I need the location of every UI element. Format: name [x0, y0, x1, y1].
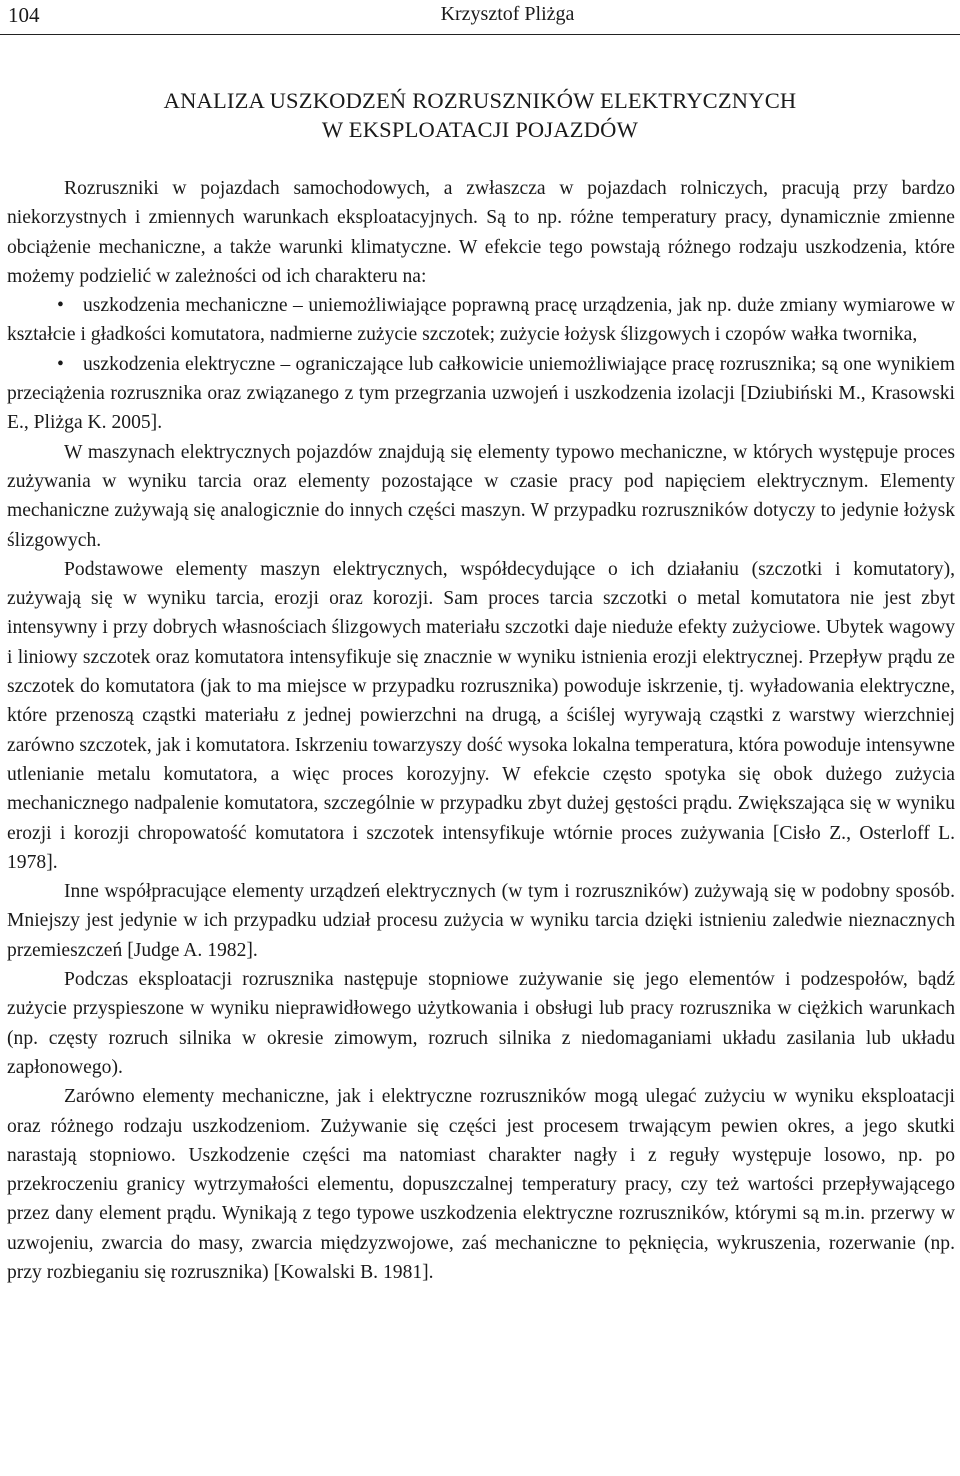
title-line-2: W EKSPLOATACJI POJAZDÓW: [321, 117, 639, 142]
bullet-item-mechanical: [7, 291, 955, 350]
paragraph-exploitation: Podczas eksploatacji rozrusznika następuje stopniowe zużywanie się jego elementów i podzespołów, bądź zużycie przyspieszone w wyniku nieprawidłowego użytkowania i obsługi lub pracy rozrusznika w ciężkich warunkach (np. częsty rozruch silnika w okresie zimowym, rozruch silnika z niedomaganiami układu zasilania lub układu zapłonowego).: [7, 969, 955, 1078]
paragraph-damage: Zarówno elementy mechaniczne, jak i elektryczne rozruszników mogą ulegać zużyciu w wyniku eksploatacji oraz różnego rodzaju uszkodzeniom. Zużywanie się części jest procesem trwającym pewien okres, a jego skutki narastają stopniowo. Uszkodzenie części ma natomiast charakter nagły i z reguły występuje losowo, np. po przekroczeniu granicy wytrzymałości elementu, dopuszczalnej temperatury pracy, czy też wartości przepływającego przez dany element prądu. Wynikają z tego typowe uszkodzenia elektryczne rozruszników, którymi są m.in. przerwy w uzwojeniu, zwarcia do masy, zwarcia międzyzwojowe, zaś mechaniczne to pęknięcia, wykruszenia, rozerwanie (np. przy rozbieganiu się rozrusznika) [Kowalski B. 1981].: [7, 1086, 955, 1283]
title-line-1: ANALIZA USZKODZEŃ ROZRUSZNIKÓW ELEKTRYCZNYCH: [163, 88, 797, 113]
bullet-text-mechanical: uszkodzenia mechaniczne – uniemożliwiające poprawną pracę urządzenia, jak np. duże zmiany wymiarowe w kształcie i gładkości komutatora, nadmierne zużycie szczotek; zużycie łożysk ślizgowych i czopów wałka twornika,: [7, 295, 955, 346]
paragraph-intro: Rozruszniki w pojazdach samochodowych, a zwłaszcza w pojazdach rolniczych, pracują przy bardzo niekorzystnych i zmiennych warunkach eksploatacyjnych. Są to np. różne temperatury pracy, dynamicznie zmienne obciążenie mechaniczne, a także warunki klimatyczne. W efekcie tego powstają różnego rodzaju uszkodzenia, które możemy podzielić w zależności od ich charakteru na:: [7, 178, 955, 287]
article-title: [0, 86, 960, 144]
bullet-icon: •: [57, 353, 64, 375]
bullet-text-electrical: uszkodzenia elektryczne – ograniczające lub całkowicie uniemożliwiające pracę rozrusznika; są one wynikiem przeciążenia rozrusznika oraz związanego z tym przegrzania uzwojeń i uszkodzenia izolacji [Dziubiński M., Krasowski E., Pliżga K. 2005].: [7, 353, 955, 434]
page-header: [0, 0, 960, 35]
page-number: 104: [8, 3, 40, 27]
paragraph-machines: W maszynach elektrycznych pojazdów znajdują się elementy typowo mechaniczne, w których występuje proces zużywania w wyniku tarcia oraz elementy pozostające w czasie pracy pod napięciem elektrycznym. Elementy mechaniczne zużywają się analogicznie do innych części maszyn. W przypadku rozruszników dotyczy to jedynie łożysk ślizgowych.: [7, 441, 955, 551]
article-body: [7, 174, 955, 1287]
paragraph-other-elements: Inne współpracujące elementy urządzeń elektrycznych (w tym i rozruszników) zużywają się w podobny sposób. Mniejszy jest jedynie w ich przypadku udział procesu zużycia w wyniku tarcia dzięki istnieniu zaledwie nieznacznych przemieszczeń [Judge A. 1982].: [7, 881, 955, 961]
bullet-icon: •: [57, 295, 64, 317]
bullet-item-electrical: [7, 350, 955, 438]
running-head-author: Krzysztof Pliżga: [440, 3, 575, 25]
paragraph-brushes: Podstawowe elementy maszyn elektrycznych, współdecydujące o ich działaniu (szczotki i komutatory), zużywają się w wyniku tarcia, erozji oraz korozji. Sam proces tarcia szczotki o metal komutatora nie jest zbyt intensywny i przy dobrych własnościach ślizgowych materiału szczotki daje nieduże efekty zużyciowe. Ubytek wagowy i liniowy szczotek oraz komutatora intensyfikuje się znacznie w wyniku istnienia erozji elektrycznej. Przepływ prądu ze szczotek do komutatora (jak to ma miejsce w przypadku rozrusznika) powoduje iskrzenie, tj. wyładowania elektryczne, które przenoszą cząstki materiału z jednej powierzchni na drugą, a ściślej wyrywają cząstki z warstwy wierzchniej zarówno szczotek, jak i komutatora. Iskrzeniu towarzyszy dość wysoka lokalna temperatura, która powoduje intensywne utlenianie metalu komutatora, a więc proces korozyjny. W efekcie często spotyka się obok dużego zużycia mechanicznego nadpalenie komutatora, szczególnie w przypadku zbyt dużej gęstości prądu. Zwiększająca się w wyniku erozji i korozji chropowatość komutatora i szczotek intensyfikuje wtórnie proces zużywania [Cisło Z., Osterloff L. 1978].: [7, 558, 955, 873]
